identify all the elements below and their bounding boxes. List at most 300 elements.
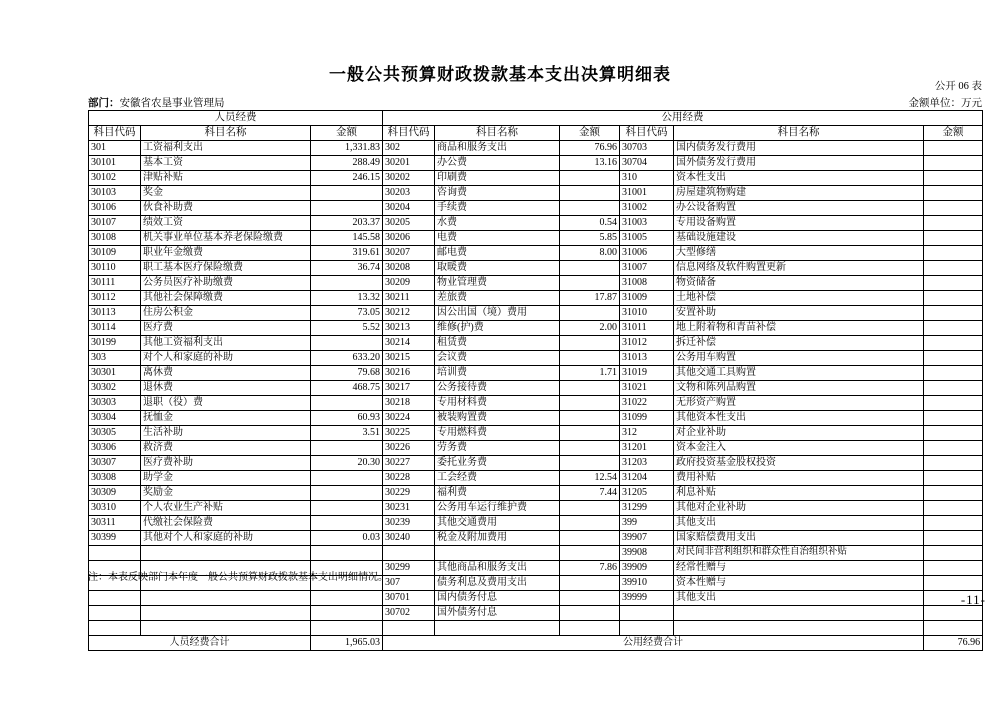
public-right-name-cell: 资本性支出	[674, 171, 924, 186]
table-row	[89, 351, 983, 366]
public-right-name-cell: 大型修缮	[674, 246, 924, 261]
public-left-amount-cell	[560, 456, 620, 471]
personnel-name-cell: 住房公积金	[141, 306, 311, 321]
table-total-row	[89, 636, 983, 651]
personnel-amount-cell	[311, 486, 383, 501]
public-left-code-cell: 30207	[383, 246, 435, 261]
public-left-amount-cell	[560, 396, 620, 411]
table-row	[89, 231, 983, 246]
table-row	[89, 171, 983, 186]
personnel-code-cell	[89, 591, 141, 606]
personnel-amount-cell	[311, 396, 383, 411]
public-left-code-cell: 30240	[383, 531, 435, 546]
table-row	[89, 186, 983, 201]
personnel-name-cell: 医疗费补助	[141, 456, 311, 471]
public-right-amount-cell	[924, 351, 983, 366]
public-right-name-cell: 政府投资基金股权投资	[674, 456, 924, 471]
amount-unit-note: 金额单位：万元	[908, 98, 982, 109]
public-left-code-cell: 30213	[383, 321, 435, 336]
public-left-code-cell: 30227	[383, 456, 435, 471]
table-row	[89, 486, 983, 501]
public-left-name-cell: 印刷费	[435, 171, 560, 186]
public-left-code-cell: 30204	[383, 201, 435, 216]
personnel-amount-cell	[311, 186, 383, 201]
page-title: 一般公共预算财政拨款基本支出决算明细表	[329, 65, 671, 84]
personnel-code-cell: 30103	[89, 186, 141, 201]
table-row	[89, 531, 983, 546]
public-left-code-cell: 30205	[383, 216, 435, 231]
public-right-amount-cell	[924, 246, 983, 261]
public-right-code-cell: 31006	[620, 246, 674, 261]
table-row	[89, 411, 983, 426]
personnel-code-cell: 30301	[89, 366, 141, 381]
table-row	[89, 156, 983, 171]
public-left-amount-cell	[560, 501, 620, 516]
personnel-name-cell: 伙食补助费	[141, 201, 311, 216]
personnel-code-cell: 301	[89, 141, 141, 156]
personnel-name-cell: 其他对个人和家庭的补助	[141, 531, 311, 546]
department-line	[88, 95, 225, 110]
public-left-amount-cell	[560, 336, 620, 351]
personnel-name-cell	[141, 591, 311, 606]
col-public-right-name: 科目名称	[674, 126, 924, 141]
personnel-code-cell: 30109	[89, 246, 141, 261]
personnel-amount-cell: 60.93	[311, 411, 383, 426]
public-right-amount-cell	[924, 501, 983, 516]
public-right-name-cell	[674, 606, 924, 621]
personnel-name-cell: 奖金	[141, 186, 311, 201]
table-row	[89, 276, 983, 291]
public-right-code-cell: 30703	[620, 141, 674, 156]
public-left-amount-cell: 2.00	[560, 321, 620, 336]
public-left-code-cell: 30214	[383, 336, 435, 351]
public-right-code-cell: 31002	[620, 201, 674, 216]
personnel-amount-cell	[311, 606, 383, 621]
public-left-code-cell: 30218	[383, 396, 435, 411]
public-left-code-cell: 302	[383, 141, 435, 156]
public-left-amount-cell	[560, 531, 620, 546]
public-right-code-cell: 31003	[620, 216, 674, 231]
personnel-code-cell	[89, 546, 141, 561]
personnel-name-cell: 职工基本医疗保险缴费	[141, 261, 311, 276]
personnel-name-cell: 公务员医疗补助缴费	[141, 276, 311, 291]
public-right-amount-cell	[924, 441, 983, 456]
personnel-code-cell: 30310	[89, 501, 141, 516]
public-left-code-cell: 30209	[383, 276, 435, 291]
total-public-label: 公用经费合计	[383, 636, 924, 651]
public-right-name-cell: 物资储备	[674, 276, 924, 291]
public-right-amount-cell	[924, 216, 983, 231]
public-left-name-cell: 工会经费	[435, 471, 560, 486]
table-row	[89, 546, 983, 561]
public-left-amount-cell	[560, 411, 620, 426]
public-left-amount-cell: 7.44	[560, 486, 620, 501]
public-left-amount-cell: 13.16	[560, 156, 620, 171]
public-right-name-cell: 费用补贴	[674, 471, 924, 486]
public-left-name-cell: 国内债务付息	[435, 591, 560, 606]
personnel-amount-cell: 468.75	[311, 381, 383, 396]
personnel-name-cell: 机关事业单位基本养老保险缴费	[141, 231, 311, 246]
public-right-code-cell: 31008	[620, 276, 674, 291]
table-row	[89, 216, 983, 231]
public-left-code-cell: 30225	[383, 426, 435, 441]
personnel-code-cell: 30101	[89, 156, 141, 171]
personnel-name-cell: 抚恤金	[141, 411, 311, 426]
public-right-name-cell: 其他资本性支出	[674, 411, 924, 426]
table-row	[89, 291, 983, 306]
personnel-name-cell: 绩效工资	[141, 216, 311, 231]
public-left-amount-cell	[560, 351, 620, 366]
public-right-name-cell: 文物和陈列品购置	[674, 381, 924, 396]
public-right-amount-cell	[924, 336, 983, 351]
public-left-amount-cell	[560, 306, 620, 321]
personnel-amount-cell	[311, 441, 383, 456]
public-left-code-cell: 30229	[383, 486, 435, 501]
table-row	[89, 261, 983, 276]
personnel-name-cell: 退职（役）费	[141, 396, 311, 411]
public-right-code-cell: 31005	[620, 231, 674, 246]
public-right-amount-cell	[924, 276, 983, 291]
public-left-amount-cell: 76.96	[560, 141, 620, 156]
personnel-name-cell: 对个人和家庭的补助	[141, 351, 311, 366]
public-left-code-cell	[383, 546, 435, 561]
personnel-amount-cell: 36.74	[311, 261, 383, 276]
public-right-code-cell: 312	[620, 426, 674, 441]
public-left-name-cell: 福利费	[435, 486, 560, 501]
public-right-amount-cell	[924, 561, 983, 576]
public-right-name-cell: 专用设备购置	[674, 216, 924, 231]
personnel-amount-cell: 20.30	[311, 456, 383, 471]
personnel-code-cell: 30303	[89, 396, 141, 411]
personnel-amount-cell: 79.68	[311, 366, 383, 381]
total-personnel-label: 人员经费合计	[89, 636, 311, 651]
personnel-code-cell: 30113	[89, 306, 141, 321]
public-right-code-cell: 31011	[620, 321, 674, 336]
public-left-code-cell: 30215	[383, 351, 435, 366]
public-left-code-cell: 30217	[383, 381, 435, 396]
personnel-amount-cell	[311, 621, 383, 636]
public-right-name-cell: 办公设备购置	[674, 201, 924, 216]
public-left-name-cell: 培训费	[435, 366, 560, 381]
public-left-amount-cell	[560, 426, 620, 441]
public-right-code-cell: 31204	[620, 471, 674, 486]
table-row	[89, 456, 983, 471]
public-left-amount-cell: 5.85	[560, 231, 620, 246]
public-right-code-cell: 31201	[620, 441, 674, 456]
public-left-amount-cell	[560, 276, 620, 291]
table-row	[89, 366, 983, 381]
public-right-code-cell: 31007	[620, 261, 674, 276]
public-left-name-cell: 委托业务费	[435, 456, 560, 471]
public-right-code-cell	[620, 606, 674, 621]
public-right-amount-cell	[924, 486, 983, 501]
public-left-name-cell: 办公费	[435, 156, 560, 171]
public-left-amount-cell	[560, 576, 620, 591]
public-left-name-cell: 物业管理费	[435, 276, 560, 291]
table-row	[89, 471, 983, 486]
public-right-name-cell: 其他对企业补助	[674, 501, 924, 516]
personnel-name-cell: 代缴社会保险费	[141, 516, 311, 531]
public-right-code-cell: 31012	[620, 336, 674, 351]
public-left-code-cell: 30212	[383, 306, 435, 321]
public-right-name-cell: 房屋建筑物购建	[674, 186, 924, 201]
public-left-code-cell: 30226	[383, 441, 435, 456]
table-group-header-row	[89, 111, 983, 126]
public-right-amount-cell	[924, 261, 983, 276]
public-right-code-cell: 39910	[620, 576, 674, 591]
public-left-amount-cell: 0.54	[560, 216, 620, 231]
public-right-name-cell: 国家赔偿费用支出	[674, 531, 924, 546]
public-left-code-cell: 30701	[383, 591, 435, 606]
col-public-left-amount: 金额	[560, 126, 620, 141]
public-right-name-cell: 拆迁补偿	[674, 336, 924, 351]
public-right-amount-cell	[924, 426, 983, 441]
personnel-amount-cell: 288.49	[311, 156, 383, 171]
public-right-name-cell: 地上附着物和青苗补偿	[674, 321, 924, 336]
public-right-amount-cell	[924, 381, 983, 396]
public-left-name-cell: 其他商品和服务支出	[435, 561, 560, 576]
personnel-name-cell: 其他社会保障缴费	[141, 291, 311, 306]
public-left-name-cell: 国外债务付息	[435, 606, 560, 621]
col-public-left-name: 科目名称	[435, 126, 560, 141]
public-left-code-cell: 30211	[383, 291, 435, 306]
public-right-code-cell: 31099	[620, 411, 674, 426]
personnel-name-cell: 离休费	[141, 366, 311, 381]
public-right-amount-cell	[924, 396, 983, 411]
public-left-name-cell: 取暖费	[435, 261, 560, 276]
personnel-amount-cell	[311, 546, 383, 561]
table-row	[89, 141, 983, 156]
public-right-amount-cell	[924, 471, 983, 486]
public-left-name-cell: 劳务费	[435, 441, 560, 456]
col-personnel-amount: 金额	[311, 126, 383, 141]
public-right-amount-cell	[924, 186, 983, 201]
personnel-code-cell: 30311	[89, 516, 141, 531]
table-row	[89, 441, 983, 456]
public-left-amount-cell	[560, 381, 620, 396]
public-left-name-cell: 专用材料费	[435, 396, 560, 411]
public-right-code-cell: 31001	[620, 186, 674, 201]
public-left-name-cell: 因公出国（境）费用	[435, 306, 560, 321]
public-right-amount-cell	[924, 366, 983, 381]
personnel-code-cell: 30112	[89, 291, 141, 306]
public-left-name-cell: 维修(护)费	[435, 321, 560, 336]
personnel-code-cell: 30107	[89, 216, 141, 231]
public-right-code-cell: 31022	[620, 396, 674, 411]
public-left-code-cell	[383, 621, 435, 636]
public-left-name-cell: 邮电费	[435, 246, 560, 261]
public-right-name-cell: 公务用车购置	[674, 351, 924, 366]
table-row	[89, 306, 983, 321]
public-left-code-cell: 307	[383, 576, 435, 591]
personnel-name-cell	[141, 621, 311, 636]
personnel-amount-cell: 73.05	[311, 306, 383, 321]
personnel-amount-cell	[311, 276, 383, 291]
personnel-name-cell: 生活补助	[141, 426, 311, 441]
personnel-code-cell: 30305	[89, 426, 141, 441]
personnel-name-cell	[141, 546, 311, 561]
table-row	[89, 321, 983, 336]
public-left-amount-cell	[560, 606, 620, 621]
public-left-name-cell	[435, 621, 560, 636]
public-right-code-cell: 310	[620, 171, 674, 186]
personnel-code-cell: 30110	[89, 261, 141, 276]
public-left-code-cell: 30206	[383, 231, 435, 246]
public-right-name-cell	[674, 621, 924, 636]
public-right-code-cell: 39909	[620, 561, 674, 576]
public-right-amount-cell	[924, 516, 983, 531]
table-row	[89, 246, 983, 261]
public-left-amount-cell: 12.54	[560, 471, 620, 486]
public-left-name-cell: 公务用车运行维护费	[435, 501, 560, 516]
public-left-code-cell: 30231	[383, 501, 435, 516]
public-left-amount-cell	[560, 186, 620, 201]
public-left-amount-cell	[560, 441, 620, 456]
personnel-amount-cell: 246.15	[311, 171, 383, 186]
public-right-name-cell: 国外债务发行费用	[674, 156, 924, 171]
col-public-left-code: 科目代码	[383, 126, 435, 141]
public-left-code-cell: 30201	[383, 156, 435, 171]
public-right-amount-cell	[924, 321, 983, 336]
public-left-name-cell: 差旅费	[435, 291, 560, 306]
public-left-name-cell: 被装购置费	[435, 411, 560, 426]
table-row	[89, 396, 983, 411]
public-right-name-cell: 利息补贴	[674, 486, 924, 501]
table-row	[89, 501, 983, 516]
public-right-name-cell: 其他支出	[674, 591, 924, 606]
public-left-code-cell: 30216	[383, 366, 435, 381]
form-code: 公开 06 表	[934, 81, 982, 92]
group-header-public: 公用经费	[383, 111, 983, 126]
personnel-amount-cell: 319.61	[311, 246, 383, 261]
personnel-name-cell: 其他工资福利支出	[141, 336, 311, 351]
public-right-name-cell: 国内债务发行费用	[674, 141, 924, 156]
personnel-code-cell: 30399	[89, 531, 141, 546]
personnel-code-cell: 30307	[89, 456, 141, 471]
public-right-name-cell: 安置补助	[674, 306, 924, 321]
personnel-code-cell: 30108	[89, 231, 141, 246]
public-right-amount-cell	[924, 141, 983, 156]
public-left-amount-cell	[560, 591, 620, 606]
personnel-amount-cell: 3.51	[311, 426, 383, 441]
public-left-name-cell: 债务利息及费用支出	[435, 576, 560, 591]
col-public-right-code: 科目代码	[620, 126, 674, 141]
public-left-code-cell: 30299	[383, 561, 435, 576]
public-right-name-cell: 对民间非营利组织和群众性自治组织补贴	[674, 546, 924, 561]
table-note: 注：本表反映部门本年度一般公共预算财政拨款基本支出明细情况。	[88, 572, 388, 583]
personnel-name-cell	[141, 606, 311, 621]
public-right-name-cell: 经常性赠与	[674, 561, 924, 576]
col-personnel-name: 科目名称	[141, 126, 311, 141]
public-left-amount-cell	[560, 621, 620, 636]
group-header-personnel: 人员经费	[89, 111, 383, 126]
public-left-amount-cell: 1.71	[560, 366, 620, 381]
personnel-amount-cell	[311, 336, 383, 351]
personnel-code-cell: 30304	[89, 411, 141, 426]
public-right-code-cell: 31299	[620, 501, 674, 516]
public-left-code-cell: 30239	[383, 516, 435, 531]
public-right-code-cell: 30704	[620, 156, 674, 171]
public-right-amount-cell	[924, 546, 983, 561]
public-right-code-cell: 399	[620, 516, 674, 531]
public-right-code-cell: 39908	[620, 546, 674, 561]
public-right-name-cell: 无形资产购置	[674, 396, 924, 411]
public-right-name-cell: 土地补偿	[674, 291, 924, 306]
personnel-name-cell: 医疗费	[141, 321, 311, 336]
public-left-name-cell: 会议费	[435, 351, 560, 366]
public-left-name-cell: 租赁费	[435, 336, 560, 351]
col-public-right-amount: 金额	[924, 126, 983, 141]
table-row	[89, 201, 983, 216]
public-right-code-cell	[620, 621, 674, 636]
page-number: -11-	[960, 592, 986, 607]
public-left-name-cell: 水费	[435, 216, 560, 231]
personnel-name-cell: 个人农业生产补贴	[141, 501, 311, 516]
public-right-amount-cell	[924, 291, 983, 306]
table-row	[89, 516, 983, 531]
personnel-amount-cell	[311, 516, 383, 531]
table-row	[89, 426, 983, 441]
department-name: 安徽省农垦事业管理局	[119, 98, 225, 109]
public-right-amount-cell	[924, 411, 983, 426]
public-left-code-cell: 30228	[383, 471, 435, 486]
public-right-code-cell: 31205	[620, 486, 674, 501]
personnel-code-cell: 30114	[89, 321, 141, 336]
public-left-name-cell: 公务接待费	[435, 381, 560, 396]
personnel-code-cell: 30199	[89, 336, 141, 351]
personnel-amount-cell	[311, 201, 383, 216]
personnel-code-cell: 30102	[89, 171, 141, 186]
public-right-amount-cell	[924, 201, 983, 216]
personnel-amount-cell: 5.52	[311, 321, 383, 336]
public-right-name-cell: 其他交通工具购置	[674, 366, 924, 381]
personnel-name-cell: 职业年金缴费	[141, 246, 311, 261]
public-left-amount-cell	[560, 261, 620, 276]
personnel-amount-cell: 1,331.83	[311, 141, 383, 156]
col-personnel-code: 科目代码	[89, 126, 141, 141]
personnel-name-cell: 工资福利支出	[141, 141, 311, 156]
personnel-name-cell: 救济费	[141, 441, 311, 456]
personnel-name-cell: 基本工资	[141, 156, 311, 171]
table-column-header-row	[89, 126, 983, 141]
public-right-amount-cell	[924, 171, 983, 186]
public-left-amount-cell	[560, 171, 620, 186]
public-right-code-cell: 31010	[620, 306, 674, 321]
personnel-code-cell	[89, 621, 141, 636]
public-left-amount-cell: 8.00	[560, 246, 620, 261]
public-left-name-cell: 商品和服务支出	[435, 141, 560, 156]
personnel-name-cell: 奖励金	[141, 486, 311, 501]
public-right-code-cell: 31203	[620, 456, 674, 471]
public-left-amount-cell: 17.87	[560, 291, 620, 306]
total-public-amount: 76.96	[924, 636, 983, 651]
personnel-name-cell: 助学金	[141, 471, 311, 486]
personnel-code-cell	[89, 606, 141, 621]
department-label: 部门：	[88, 98, 120, 109]
public-right-code-cell: 39907	[620, 531, 674, 546]
public-left-code-cell: 30202	[383, 171, 435, 186]
table-row	[89, 621, 983, 636]
public-right-amount-cell	[924, 456, 983, 471]
personnel-code-cell: 30309	[89, 486, 141, 501]
public-left-amount-cell: 7.86	[560, 561, 620, 576]
personnel-code-cell: 30302	[89, 381, 141, 396]
public-right-code-cell: 39999	[620, 591, 674, 606]
personnel-code-cell: 30306	[89, 441, 141, 456]
public-right-code-cell: 31019	[620, 366, 674, 381]
public-right-name-cell: 资本金注入	[674, 441, 924, 456]
personnel-amount-cell: 145.58	[311, 231, 383, 246]
